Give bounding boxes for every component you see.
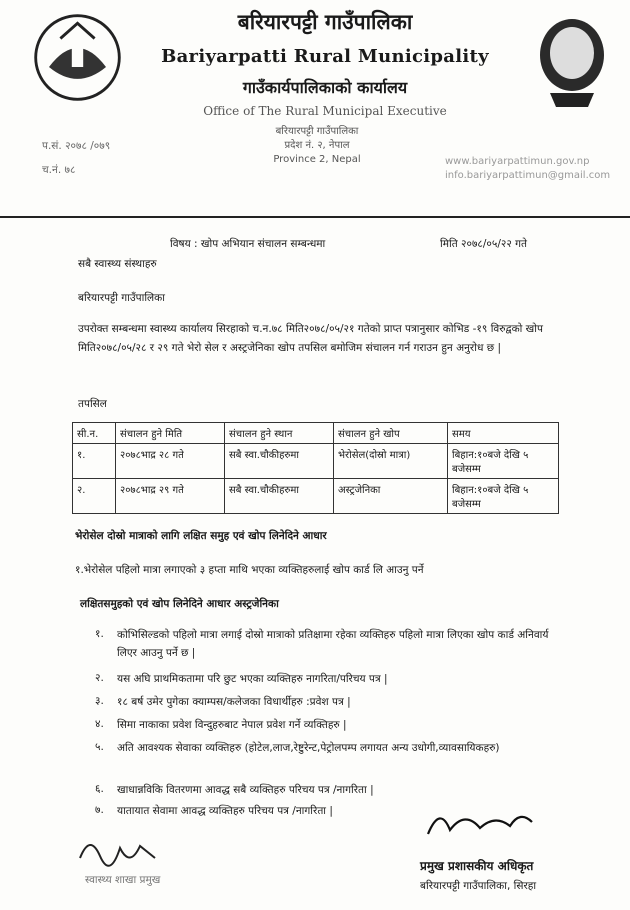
table-row — [73, 444, 559, 479]
table-cell: २०७८भाद्र २८ गते — [116, 444, 225, 479]
astra-criteria-list — [95, 626, 565, 816]
col-header: सी.न. — [73, 423, 116, 444]
item-number: ५. — [95, 741, 104, 753]
officer-place: बरियारपट्टी गाउँपालिका, सिरहा — [420, 880, 537, 892]
table-cell: १. — [73, 444, 116, 479]
body-paragraph: उपरोक्त सम्बन्धमा स्वास्थ्य कार्यालय सिरहाको च.न.७८ मिति२०७८/०५/२१ गतेको प्राप्त पत्रानुसार कोभिड -१९ विरुद्वको खोप मिति२०७८/०५/२८ र २९ गते भेरो सेल र अस्ट्रजेनिका खोप तपसिल बमोजिम संचालन गर्न गराउन हुन अनुरोध छ | — [78, 323, 543, 354]
table-cell: २०७८भाद्र २९ गते — [116, 479, 225, 514]
vaccination-schedule-table — [72, 422, 559, 514]
item-number: ४. — [95, 718, 104, 730]
email-text: info.bariyarpattimun@gmail.com — [445, 170, 611, 181]
item-text: कोभिसिल्डको पहिलो मात्रा लगाई दोस्रो मात्राको प्रतिक्षामा रहेका व्यक्तिहरु पहिलो मात्रा लिएका खोप कार्ड अनिवार्य लिएर आउनु पर्ने छ | — [117, 629, 549, 659]
title-nepali: बरियारपट्टी गाउँपालिका — [237, 10, 413, 34]
item-text: यस अघि प्राथमिकतामा परि छुट भएका व्यक्तिहरु नागरिता/परिचय पत्र | — [117, 673, 388, 685]
item-text: यातायात सेवामा आवद्ध व्यक्तिहरु परिचय पत्र /नागरिता | — [117, 805, 333, 817]
patra-sankhya: प.सं. २०७८ /०७९ — [42, 140, 111, 152]
officer-signature — [420, 800, 550, 848]
stamp — [262, 125, 372, 167]
table-cell: २. — [73, 479, 116, 514]
table-cell: भेरोसेल(दोस्रो मात्रा) — [334, 444, 448, 479]
left-signature — [75, 828, 175, 878]
header-divider — [0, 216, 630, 218]
item-text: सिमा नाकाका प्रवेश विन्दुहरुबाट नेपाल प्रवेश गर्ने व्यक्तिहरु | — [117, 719, 347, 731]
office-nepali: गाउँकार्यपालिकाको कार्यालय — [242, 78, 408, 97]
item-text: खाधान्नविकि वितरणमा आवद्ध सबै व्यक्तिहरु परिचय पत्र /नागरिता | — [117, 784, 374, 796]
item-text: १८ बर्ष उमेर पुगेका क्याम्पस/कलेजका विधार्थीहरु :प्रवेश पत्र | — [117, 696, 351, 708]
subject-line: विषय : खोप अभियान संचालन सम्बन्धमा — [170, 238, 326, 250]
verocell-point: १.भेरोसेल पहिलो मात्रा लगाएको ३ हप्ता माथि भएका व्यक्तिहरुलाई खोप कार्ड लि आउनु पर्ने — [75, 564, 424, 576]
contact-block — [445, 155, 610, 183]
col-header: समय — [448, 423, 559, 444]
table-header-row — [73, 423, 559, 444]
astra-heading: लक्षितसमुहको एवं खोप लिनेदिने आधार अस्ट्रजेनिका — [80, 598, 279, 610]
item-number: ३. — [95, 695, 104, 707]
col-header: संचालन हुने खोप — [334, 423, 448, 444]
item-text: अति आवश्यक सेवाका व्यक्तिहरु (होटेल,लाज,रेष्टुरेन्ट,पेट्रोलपम्प लगायत अन्य उधोगी,व्यावसायिकहरु) — [117, 742, 500, 754]
table-cell: बिहान:१०बजे देखि ५ बजेसम्म — [448, 479, 559, 514]
stamp-line: प्रदेश नं. २, नेपाल — [284, 140, 350, 151]
col-header: संचालन हुने स्थान — [225, 423, 334, 444]
item-number: १. — [95, 628, 104, 640]
date-line: मिति २०७८/०५/२२ गते — [440, 238, 528, 250]
table-cell: बिहान:१०बजे देखि ५ बजेसम्म — [448, 444, 559, 479]
website-text: www.bariyarpattimun.gov.np — [445, 156, 590, 167]
title-english: Bariyarpatti Rural Municipality — [161, 46, 489, 67]
item-number: ६. — [95, 783, 104, 795]
table-cell: अस्ट्रजेनिका — [334, 479, 448, 514]
col-header: संचालन हुने मिति — [116, 423, 225, 444]
office-english: Office of The Rural Municipal Executive — [203, 104, 447, 118]
chalani-number: च.नं. ७८ — [42, 164, 76, 176]
table-row — [73, 479, 559, 514]
stamp-line: Province 2, Nepal — [273, 154, 361, 165]
recipient: सबै स्वास्थ्य संस्थाहरु — [78, 258, 157, 270]
table-cell: सबै स्वा.चौकीहरुमा — [225, 444, 334, 479]
stamp-line: बरियारपट्टी गाउँपालिका — [275, 126, 359, 137]
officer-title: प्रमुख प्रशासकीय अधिकृत — [420, 859, 534, 873]
left-signature-label: स्वास्थ्य शाखा प्रमुख — [85, 874, 161, 886]
nepal-emblem-logo — [30, 10, 125, 105]
sender-place: बरियारपट्टी गाउँपालिका — [78, 292, 165, 304]
mascot-logo — [532, 15, 612, 110]
item-number: २. — [95, 672, 104, 684]
item-number: ७. — [95, 804, 104, 816]
verocell-heading: भेरोसेल दोस्रो मात्राको लागि लक्षित समुह एवं खोप लिनेदिने आधार — [75, 530, 327, 542]
table-cell: सबै स्वा.चौकीहरुमा — [225, 479, 334, 514]
tapasil-label: तपसिल — [78, 398, 107, 410]
